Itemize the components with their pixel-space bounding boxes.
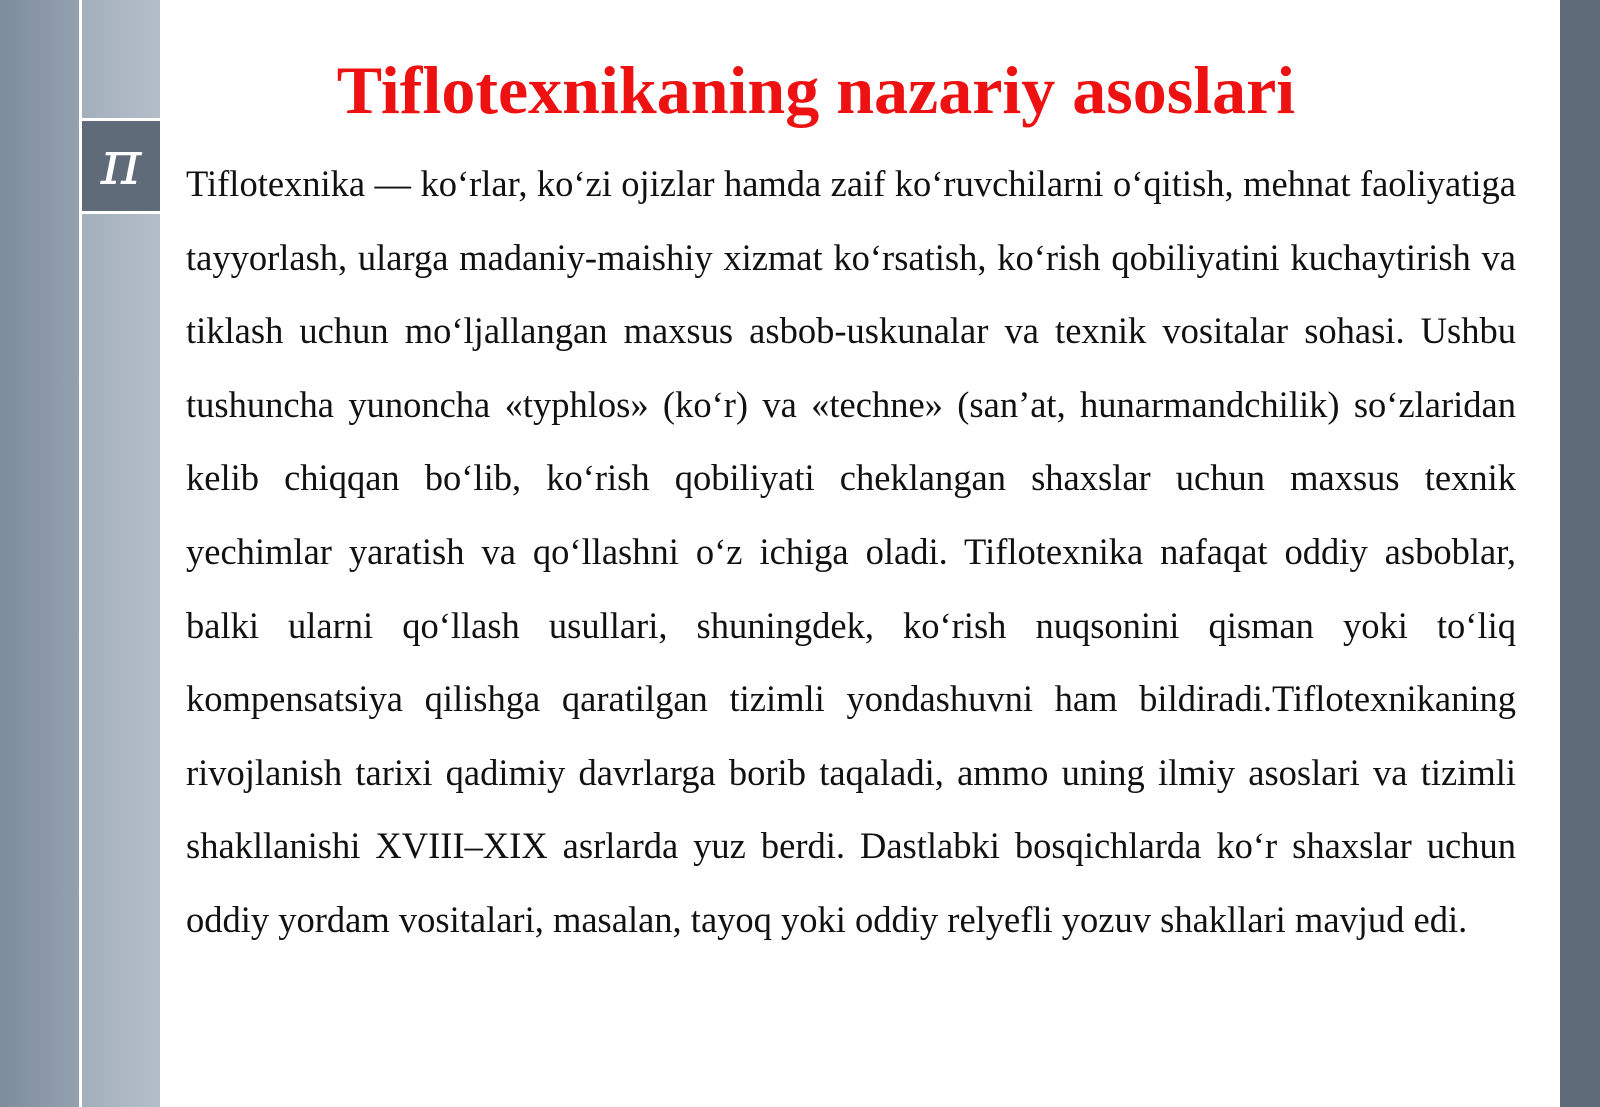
right-decor-band — [1560, 0, 1600, 1107]
left-decor-band-outer — [0, 0, 79, 1107]
pi-icon-box — [82, 118, 160, 214]
slide-title: Tiflotexnikaning nazariy asoslari — [336, 52, 1296, 128]
slide-body-text: Tiflotexnika — koʻrlar, koʻzi ojizlar hamda zaif koʻruvchilarni oʻqitish, mehnat faoliyatiga tayyorlash, ularga madaniy-maishiy xizmat koʻrsatish, koʻrish qobiliyatini kuchaytirish va tiklash uchun moʻljallangan maxsus asbob-uskunalar va texnik vositalar sohasi. Ushbu tushuncha yunoncha «typhlos» (koʻr) va «techne» (san’at, hunarmandchilik) soʻzlaridan kelib chiqqan boʻlib, koʻrish qobiliyati cheklangan shaxslar uchun maxsus texnik yechimlar yaratish va qoʻllashni oʻz ichiga oladi. Tiflotexnika nafaqat oddiy asboblar, balki ularni qoʻllash usullari, shuningdek, koʻrish nuqsonini qisman yoki toʻliq kompensatsiya qilishga qaratilgan tizimli yondashuvni ham bildiradi.Tiflotexnikaning rivojlanish tarixi qadimiy davrlarga borib taqaladi, ammo uning ilmiy asoslari va tizimli shakllanishi XVIII–XIX asrlarda yuz berdi. Dastlabki bosqichlarda koʻr shaxslar uchun oddiy yordam vositalari, masalan, tayoq yoki oddiy relyefli yozuv shakllari mavjud edi. — [186, 163, 1516, 940]
pi-icon: π — [100, 126, 142, 199]
